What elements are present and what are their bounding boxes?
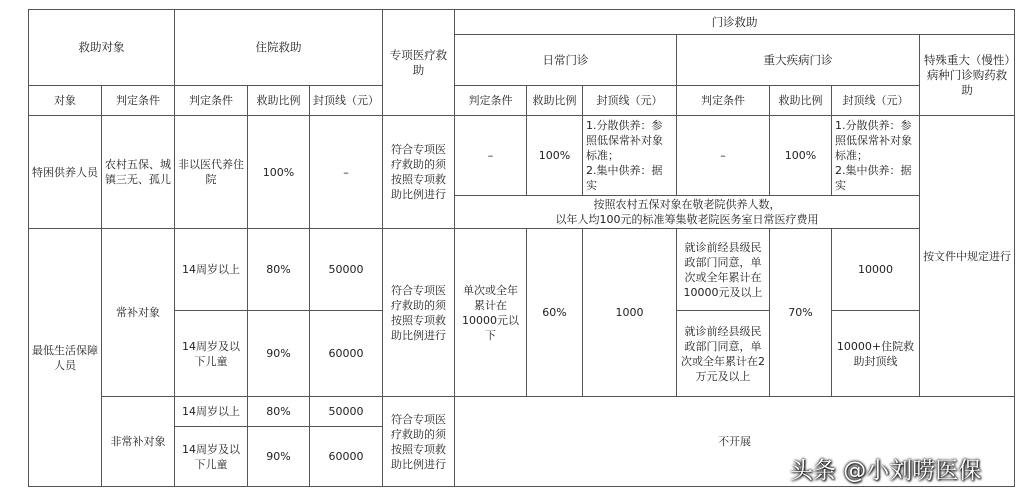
header-major-criteria: 判定条件: [677, 86, 770, 116]
dibao-regular-cap-60000: 60000: [310, 311, 383, 397]
dibao-regular-ratio-80: 80%: [248, 229, 310, 311]
tekun-major-cap: 1.分散供养：参照低保常补对象标准； 2.集中供养：据实: [832, 116, 920, 196]
header-special-aid: 专项医疗救助: [383, 10, 455, 116]
dibao-regular-age-down: 14周岁及以下儿童: [175, 311, 248, 397]
dibao-nonregular-ratio-90: 90%: [248, 427, 310, 487]
header-daily-criteria: 判定条件: [455, 86, 527, 116]
dibao-nonregular-special: 符合专项医疗救助的须按照专项救助比例进行: [383, 397, 455, 487]
dibao-nonregular-cap-50000: 50000: [310, 397, 383, 427]
tekun-major-criteria: –: [677, 116, 770, 196]
dibao-regular-ratio-90: 90%: [248, 311, 310, 397]
dibao-major-criteria-1: 就诊前经县级民政部门同意，单次或全年累计在10000元及以上: [677, 229, 770, 311]
dibao-daily-cap: 1000: [583, 229, 677, 397]
tekun-object: 特困供养人员: [29, 116, 102, 229]
header-inpatient: 住院救助: [175, 10, 383, 86]
header-daily-cap: 封顶线（元）: [583, 86, 677, 116]
header-special-drug: 特殊重大（慢性）病种门诊购药救助: [920, 35, 1015, 116]
header-daily-ratio: 救助比例: [527, 86, 583, 116]
tekun-daily-criteria: –: [455, 116, 527, 196]
dibao-regular-age-up: 14周岁以上: [175, 229, 248, 311]
dibao-nonregular-ratio-80: 80%: [248, 397, 310, 427]
dibao-nonregular-age-up: 14周岁以上: [175, 397, 248, 427]
dibao-not-applicable: 不开展: [455, 397, 1015, 487]
tekun-nursing-home-note: 按照农村五保对象在敬老院供养人数， 以年人均100元的标准筹集敬老院医务室日常医疗费用: [455, 196, 920, 229]
header-major-ratio: 救助比例: [770, 86, 832, 116]
medical-aid-table: [28, 9, 1015, 487]
header-recipient: 救助对象: [29, 10, 175, 86]
header-criteria: 判定条件: [102, 86, 175, 116]
tekun-special: 符合专项医疗救助的须按照专项救助比例进行: [383, 116, 455, 229]
header-outpatient: 门诊救助: [455, 10, 1015, 35]
tekun-inp-criteria: 非以医代养住院: [175, 116, 248, 229]
header-major-cap: 封顶线（元）: [832, 86, 920, 116]
header-inp-cap: 封顶线（元）: [310, 86, 383, 116]
tekun-criteria: 农村五保、城镇三无、孤儿: [102, 116, 175, 229]
header-object: 对象: [29, 86, 102, 116]
dibao-major-cap-2: 10000+住院救助封顶线: [832, 311, 920, 397]
tekun-inp-cap: –: [310, 116, 383, 229]
header-inp-criteria: 判定条件: [175, 86, 248, 116]
dibao-major-cap-1: 10000: [832, 229, 920, 311]
dibao-regular-special: 符合专项医疗救助的须按照专项救助比例进行: [383, 229, 455, 397]
tekun-inp-ratio: 100%: [248, 116, 310, 229]
tekun-daily-cap: 1.分散供养：参照低保常补对象标准； 2.集中供养：据实: [583, 116, 677, 196]
dibao-non-regular: 非常补对象: [102, 397, 175, 487]
tekun-major-ratio: 100%: [770, 116, 832, 196]
dibao-major-ratio: 70%: [770, 229, 832, 397]
special-drug-note: 按文件中规定进行: [920, 116, 1015, 397]
dibao-regular-cap-50000: 50000: [310, 229, 383, 311]
dibao-regular: 常补对象: [102, 229, 175, 397]
dibao-daily-ratio: 60%: [527, 229, 583, 397]
dibao-daily-criteria: 单次或全年累计在10000元以下: [455, 229, 527, 397]
header-major-outpatient: 重大疾病门诊: [677, 35, 920, 86]
dibao-major-criteria-2: 就诊前经县级民政部门同意，单次或全年累计在2万元及以上: [677, 311, 770, 397]
dibao-nonregular-age-down: 14周岁及以下儿童: [175, 427, 248, 487]
tekun-daily-ratio: 100%: [527, 116, 583, 196]
watermark-text: 头条 @小刘唠医保: [790, 458, 982, 484]
dibao-object: 最低生活保障人员: [29, 229, 102, 487]
header-inp-ratio: 救助比例: [248, 86, 310, 116]
header-daily-outpatient: 日常门诊: [455, 35, 677, 86]
dibao-nonregular-cap-60000: 60000: [310, 427, 383, 487]
